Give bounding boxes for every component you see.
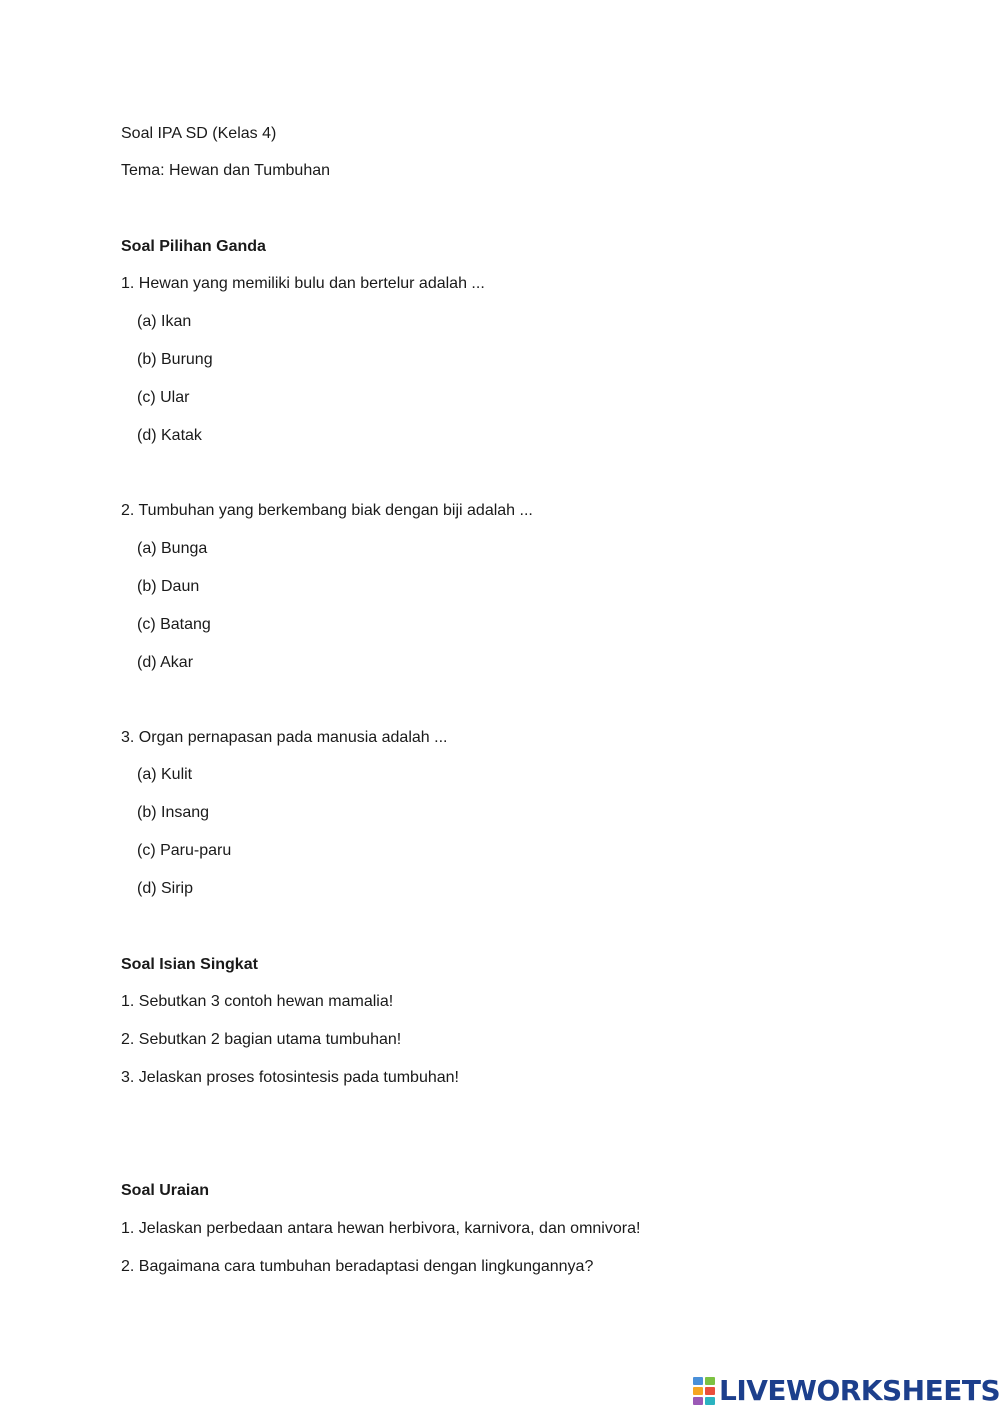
section-heading-essay: Soal Uraian — [121, 1182, 210, 1199]
document-theme: Tema: Hewan dan Tumbuhan — [121, 162, 331, 179]
answer-option: (b) Burung — [137, 351, 213, 368]
answer-option: (a) Bunga — [137, 540, 208, 557]
brand-name: LIVEWORKSHEETS — [719, 1374, 1000, 1407]
question-text: 1. Sebutkan 3 contoh hewan mamalia! — [121, 993, 394, 1010]
question-text: 3. Jelaskan proses fotosintesis pada tumbuhan! — [121, 1069, 459, 1086]
answer-option: (c) Batang — [137, 616, 211, 633]
answer-option: (b) Insang — [137, 804, 210, 821]
question-text: 3. Organ pernapasan pada manusia adalah ... — [121, 729, 448, 746]
answer-option: (c) Paru-paru — [137, 842, 232, 859]
answer-option: (d) Katak — [137, 427, 202, 444]
question-text: 2. Tumbuhan yang berkembang biak dengan biji adalah ... — [121, 502, 533, 519]
question-text: 2. Sebutkan 2 bagian utama tumbuhan! — [121, 1031, 402, 1048]
question-text: 1. Hewan yang memiliki bulu dan bertelur adalah ... — [121, 275, 485, 292]
answer-option: (d) Akar — [137, 654, 194, 671]
brand-logo — [693, 1373, 1000, 1409]
answer-option: (c) Ular — [137, 389, 190, 406]
answer-option: (d) Sirip — [137, 880, 194, 897]
answer-option: (b) Daun — [137, 578, 200, 595]
brand-grid-icon — [693, 1377, 715, 1405]
answer-option: (a) Ikan — [137, 313, 192, 330]
section-heading-short-answer: Soal Isian Singkat — [121, 956, 258, 973]
question-text: 2. Bagaimana cara tumbuhan beradaptasi dengan lingkungannya? — [121, 1258, 594, 1275]
section-heading-multiple-choice: Soal Pilihan Ganda — [121, 238, 266, 255]
document-title: Soal IPA SD (Kelas 4) — [121, 125, 277, 142]
question-text: 1. Jelaskan perbedaan antara hewan herbivora, karnivora, dan omnivora! — [121, 1220, 641, 1237]
answer-option: (a) Kulit — [137, 766, 193, 783]
